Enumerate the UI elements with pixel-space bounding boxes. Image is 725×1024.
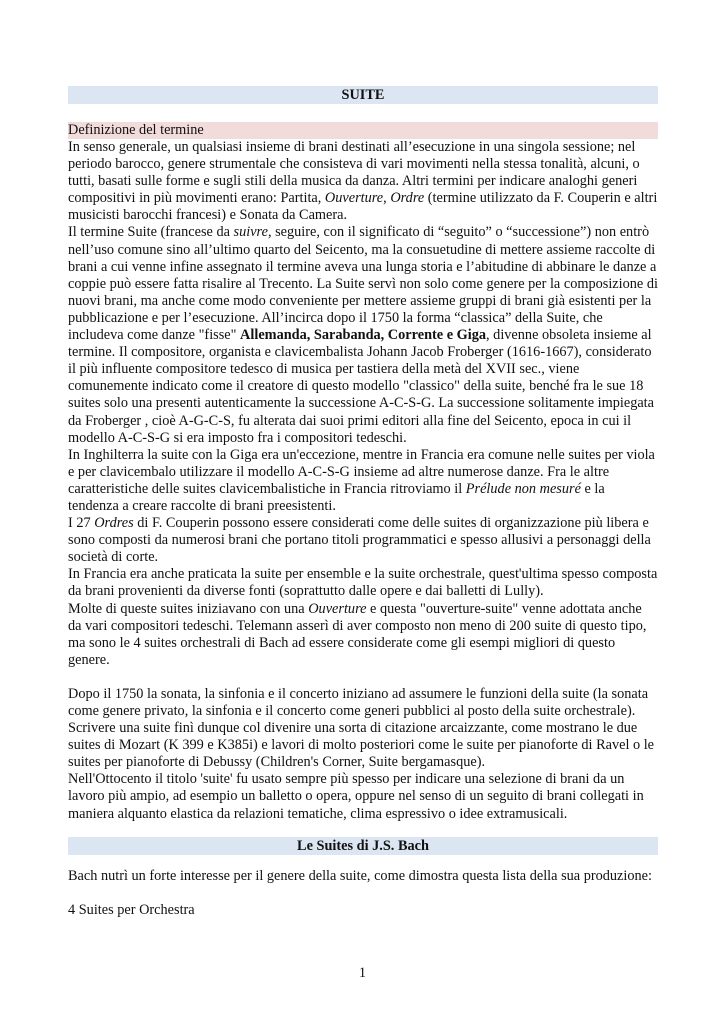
text-run: e la tendenza a creare raccolte di brani preesistenti. [68, 480, 605, 514]
paragraph-england-france [68, 447, 658, 515]
bold-dances: Allemanda, Sarabanda, Corrente e Giga [240, 327, 487, 344]
text-run: di F. Couperin possono essere considerati come delle suites di organizzazione più libera e sono composti da numerosi brani che portano titoli programmatici e spesso allusivi a personaggi della società di corte. [68, 515, 651, 566]
document-page [68, 86, 658, 919]
section-heading-bach: Le Suites di J.S. Bach [68, 837, 658, 855]
text-run: In senso generale, un qualsiasi insieme di brani destinati all’esecuzione in una singola sessione; nel periodo barocco, genere strumentale che consisteva di vari movimenti nella stessa tonalità, alcuni, o tutti, basati sulle forme e sugli stili della musica da danza. Altri termini per indicare analoghi generi compositivi in più movimenti erano: Partita, [68, 139, 640, 207]
paragraph-term-origin [68, 224, 658, 446]
paragraph-after-1750: Dopo il 1750 la sonata, la sinfonia e il concerto iniziano ad assumere le funzioni della suite (la sonata come genere privato, la sinfonia e il concerto come generi pubblici al posto della suite orchestrale). Scrivere una suite finì dunque col divenire una sorta di citazione arcaizzante, come mostrano le due suites di Mozart (K 399 e K385i) e lavori di molto posteriori come le suite per pianoforte di Ravel o le suites per pianoforte di Debussy (Children's Corner, Suite bergamasque). [68, 685, 655, 771]
paragraph-orchestral-suite: In Francia era anche praticata la suite per ensemble e la suite orchestrale, quest'ultima spesso composta da brani provenienti da diverse fonti (soprattutto dalle opere e dai balletti di Lully). [68, 566, 658, 600]
text-run: e questa "ouverture-suite" venne adottata anche da vari compositori tedeschi. Telemann asserì di aver composto non meno di 200 suite di questo tipo, ma sono le 4 suites orchestrali di Bach ad essere considerate come gli esempi migliori di questo genere. [68, 600, 647, 668]
italic-term: Ouverture [308, 600, 367, 617]
spacer [68, 885, 658, 902]
italic-term: Prélude non mesuré [465, 480, 581, 497]
text-run: , divenne obsoleta insieme al termine. Il compositore, organista e clavicembalista Johann Jacob Froberger (1616-1667), considerato il più influente compositore tedesco di musica per tastiera della metà del XVII sec., viene comunemente indicato come il creatore di questo modello "classico" della suite, benché fra le sue 18 suites solo una presenti autenticamente la successione A-C-S-G. La successione solitamente impiegata da Froberger , cioè A-G-C-S, fu alterata dai suoi primi editori alla fine del Seicento, epoca in cui il modello A-C-S-G si era imposto fra i compositori tedeschi. [68, 327, 655, 446]
text-run: (termine utilizzato da F. Couperin e altri musicisti barocchi francesi) e Sonata da Camera. [68, 190, 658, 224]
paragraph-orchestral-suites: 4 Suites per Orchestra [68, 901, 195, 918]
subheading-definizione: Definizione del termine [68, 122, 658, 139]
paragraph-definition [68, 139, 658, 224]
italic-term: Ordre [390, 190, 425, 207]
paragraph-bach-intro: Bach nutrì un forte interesse per il genere della suite, come dimostra questa lista della sua produzione: [68, 867, 652, 884]
text-run: I 27 [68, 515, 95, 532]
italic-term: Ordres [94, 515, 134, 532]
paragraph-ouverture-suite [68, 601, 658, 669]
text-run: Molte di queste suites iniziavano con una [68, 600, 309, 617]
spacer [68, 669, 658, 686]
paragraph-couperin-ordres [68, 515, 658, 566]
page-number: 1 [358, 965, 367, 981]
text-run: Il termine Suite (francese da [68, 224, 234, 241]
section-heading-suite: SUITE [68, 86, 658, 104]
italic-term: Ouverture [324, 190, 384, 207]
text-run: In Inghilterra la suite con la Giga era un'eccezione, mentre in Francia era comune nelle suites per viola e per clavicembalo utilizzare il modello A-C-S-G insieme ad altre numerose danze. Fra le altre caratteristiche delle suites clavicembalistiche in Francia ritroviamo il [68, 446, 655, 497]
paragraph-ottocento: Nell'Ottocento il titolo 'suite' fu usato sempre più spesso per indicare una selezione di brani da un lavoro più ampio, ad esempio un balletto o opera, oppure nel senso di un seguito di brani collegati in maniera alquanto elastica da relazioni tematiche, clima espressivo o idee extramusicali. [68, 771, 644, 822]
italic-term: suivre [233, 224, 268, 241]
text-run: , seguire, con il significato di “seguito” o “successione”) non entrò nell’uso comune sino all’ultimo quarto del Seicento, ma la consuetudine di mettere assieme raccolte di brani a cui venne infine assegnato il termine aveva una lunga storia e l’abitudine di abbinare le danze a coppie può essere fatta risalire al Trecento. La Suite servì non solo come genere per la composizione di nuovi brani, ma anche come modo conveniente per mettere assieme gruppi di brani già esistenti per la pubblicazione e per l’esecuzione. All’incirca dopo il 1750 la forma “classica” della Suite, che includeva come danze "fisse" [68, 224, 658, 344]
text-run: , [383, 190, 391, 207]
